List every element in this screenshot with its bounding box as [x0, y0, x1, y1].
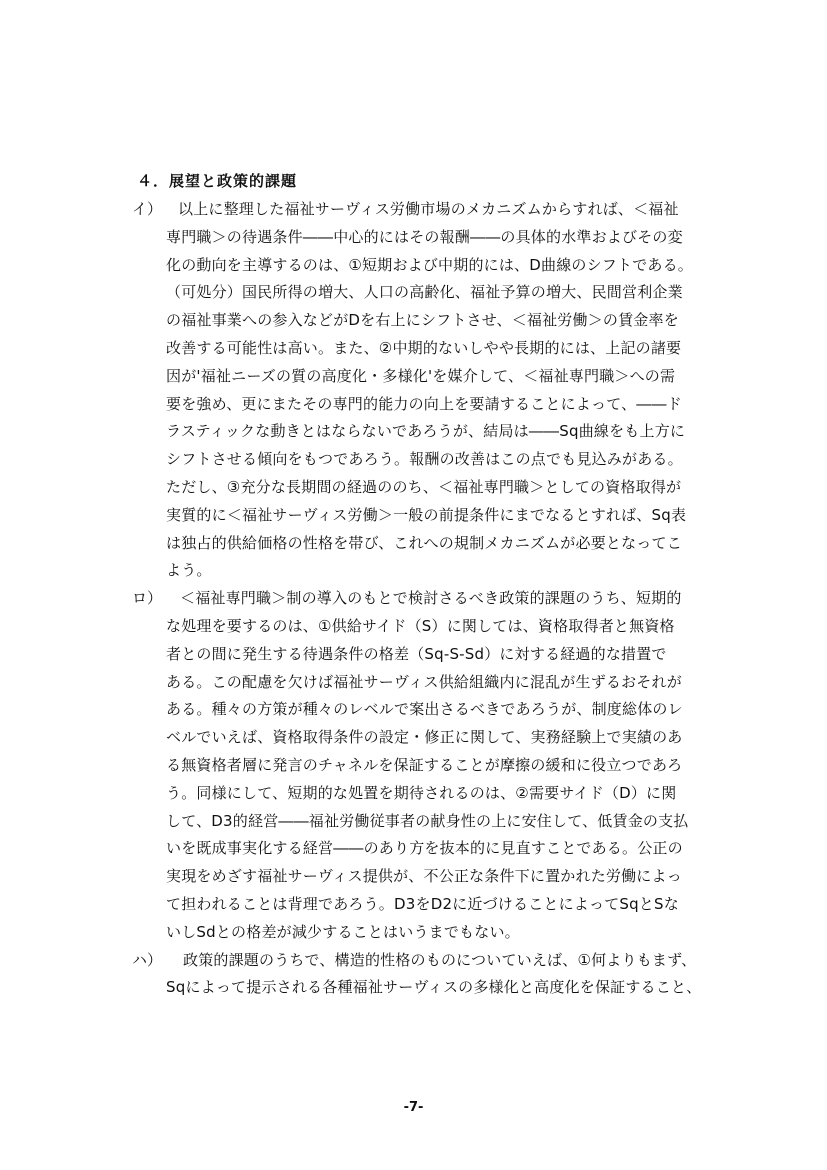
section-heading: ４．展望と政策的課題 [137, 172, 298, 190]
text-line: ある。種々の方策が種々のレベルで案出さるべきであろうが、制度総体のレ [166, 700, 683, 719]
text-line: して、D3的経営――福祉労働従事者の献身性の上に安住して、低賃金の支払 [166, 811, 689, 830]
text-line: ある。この配慮を欠けば福祉サーヴィス供給組織内に混乱が生ずるおそれが [166, 672, 682, 691]
text-line: 実現をめざす福祉サーヴィス提供が、不公正な条件下に置かれた労働によっ [166, 867, 682, 886]
text-line: いしSdとの格差が減少することはいうまでもない。 [166, 922, 520, 941]
text-line: の福祉事業への参入などがDを右上にシフトさせ、＜福祉労働＞の賃金率を [166, 311, 679, 330]
text-line: う。同様にして、短期的な処置を期待されるのは、②需要サイド（D）に関 [166, 783, 677, 802]
text-line: Sqによって提示される各種福祉サーヴィスの多様化と高度化を保証すること、 [166, 978, 702, 997]
text-line: 改善する可能性は高い。また、②中期的ないしやや長期的には、上記の諸要 [166, 339, 682, 357]
text-line: な処理を要するのは、①供給サイド（S）に関しては、資格取得者と無資格 [166, 617, 675, 635]
text-line: よう。 [166, 561, 212, 580]
text-line: ラスティックな動きとはならないであろうが、結局は――Sq曲線をも上方に [166, 422, 686, 441]
text-line: 者との間に発生する待遇条件の格差（Sq-S-Sd）に対する経過的な措置で [166, 644, 667, 663]
text-line: シフトさせる傾向をもつであろう。報酬の改善はこの点でも見込みがある。 [166, 450, 683, 469]
text-line: いを既成事実化する経営――のあり方を抜本的に見直すことである。公正の [166, 839, 683, 858]
text-line: 因が'福祉ニーズの質の高度化・多様化'を媒介して、＜福祉専門職＞への需 [166, 366, 676, 385]
text-line: 実質的に＜福祉サーヴィス労働＞一般の前提条件にまでなるとすれば、Sq表 [166, 505, 687, 524]
text-line: は独占的供給価格の性格を帯び、これへの規制メカニズムが必要となってこ [166, 533, 682, 552]
text-line: ベルでいえば、資格取得条件の設定・修正に関して、実務経験上で実績のあ [166, 728, 683, 747]
paragraph-marker: ロ） [132, 589, 163, 608]
text-line: ＜福祉専門職＞制の導入のもとで検討さるべき政策的課題のうち、短期的 [180, 589, 682, 608]
text-line: 以上に整理した福祉サーヴィス労働市場のメカニズムからすれば、＜福祉 [178, 200, 679, 218]
text-line: 化の動向を主導するのは、①短期および中期的には、D曲線のシフトである。 [166, 255, 694, 274]
text-line: て担われることは背理であろう。D3をD2に近づけることによってSqとSな [166, 895, 679, 913]
page-number: -7- [403, 1100, 424, 1115]
text-line: 要を強め、更にまたその専門的能力の向上を要請することによって、――ド [166, 394, 682, 413]
text-line: る無資格者層に発言のチャネルを保証することが摩擦の緩和に役立つであろ [166, 756, 683, 774]
paragraph-marker: ハ） [132, 950, 163, 969]
text-line: （可処分）国民所得の増大、人口の高齢化、福祉予算の増大、民間営利企業 [166, 283, 683, 302]
text-line: ただし、③充分な長期間の経過ののち、＜福祉専門職＞としての資格取得が [166, 478, 682, 496]
text-line: 専門職＞の待遇条件――中心的にはその報酬――の具体的水準およびその変 [166, 227, 683, 246]
paragraph-marker: イ） [132, 200, 163, 218]
text-line: 政策的課題のうちで、構造的性格のものについていえば、①何よりもまず、 [183, 950, 697, 969]
